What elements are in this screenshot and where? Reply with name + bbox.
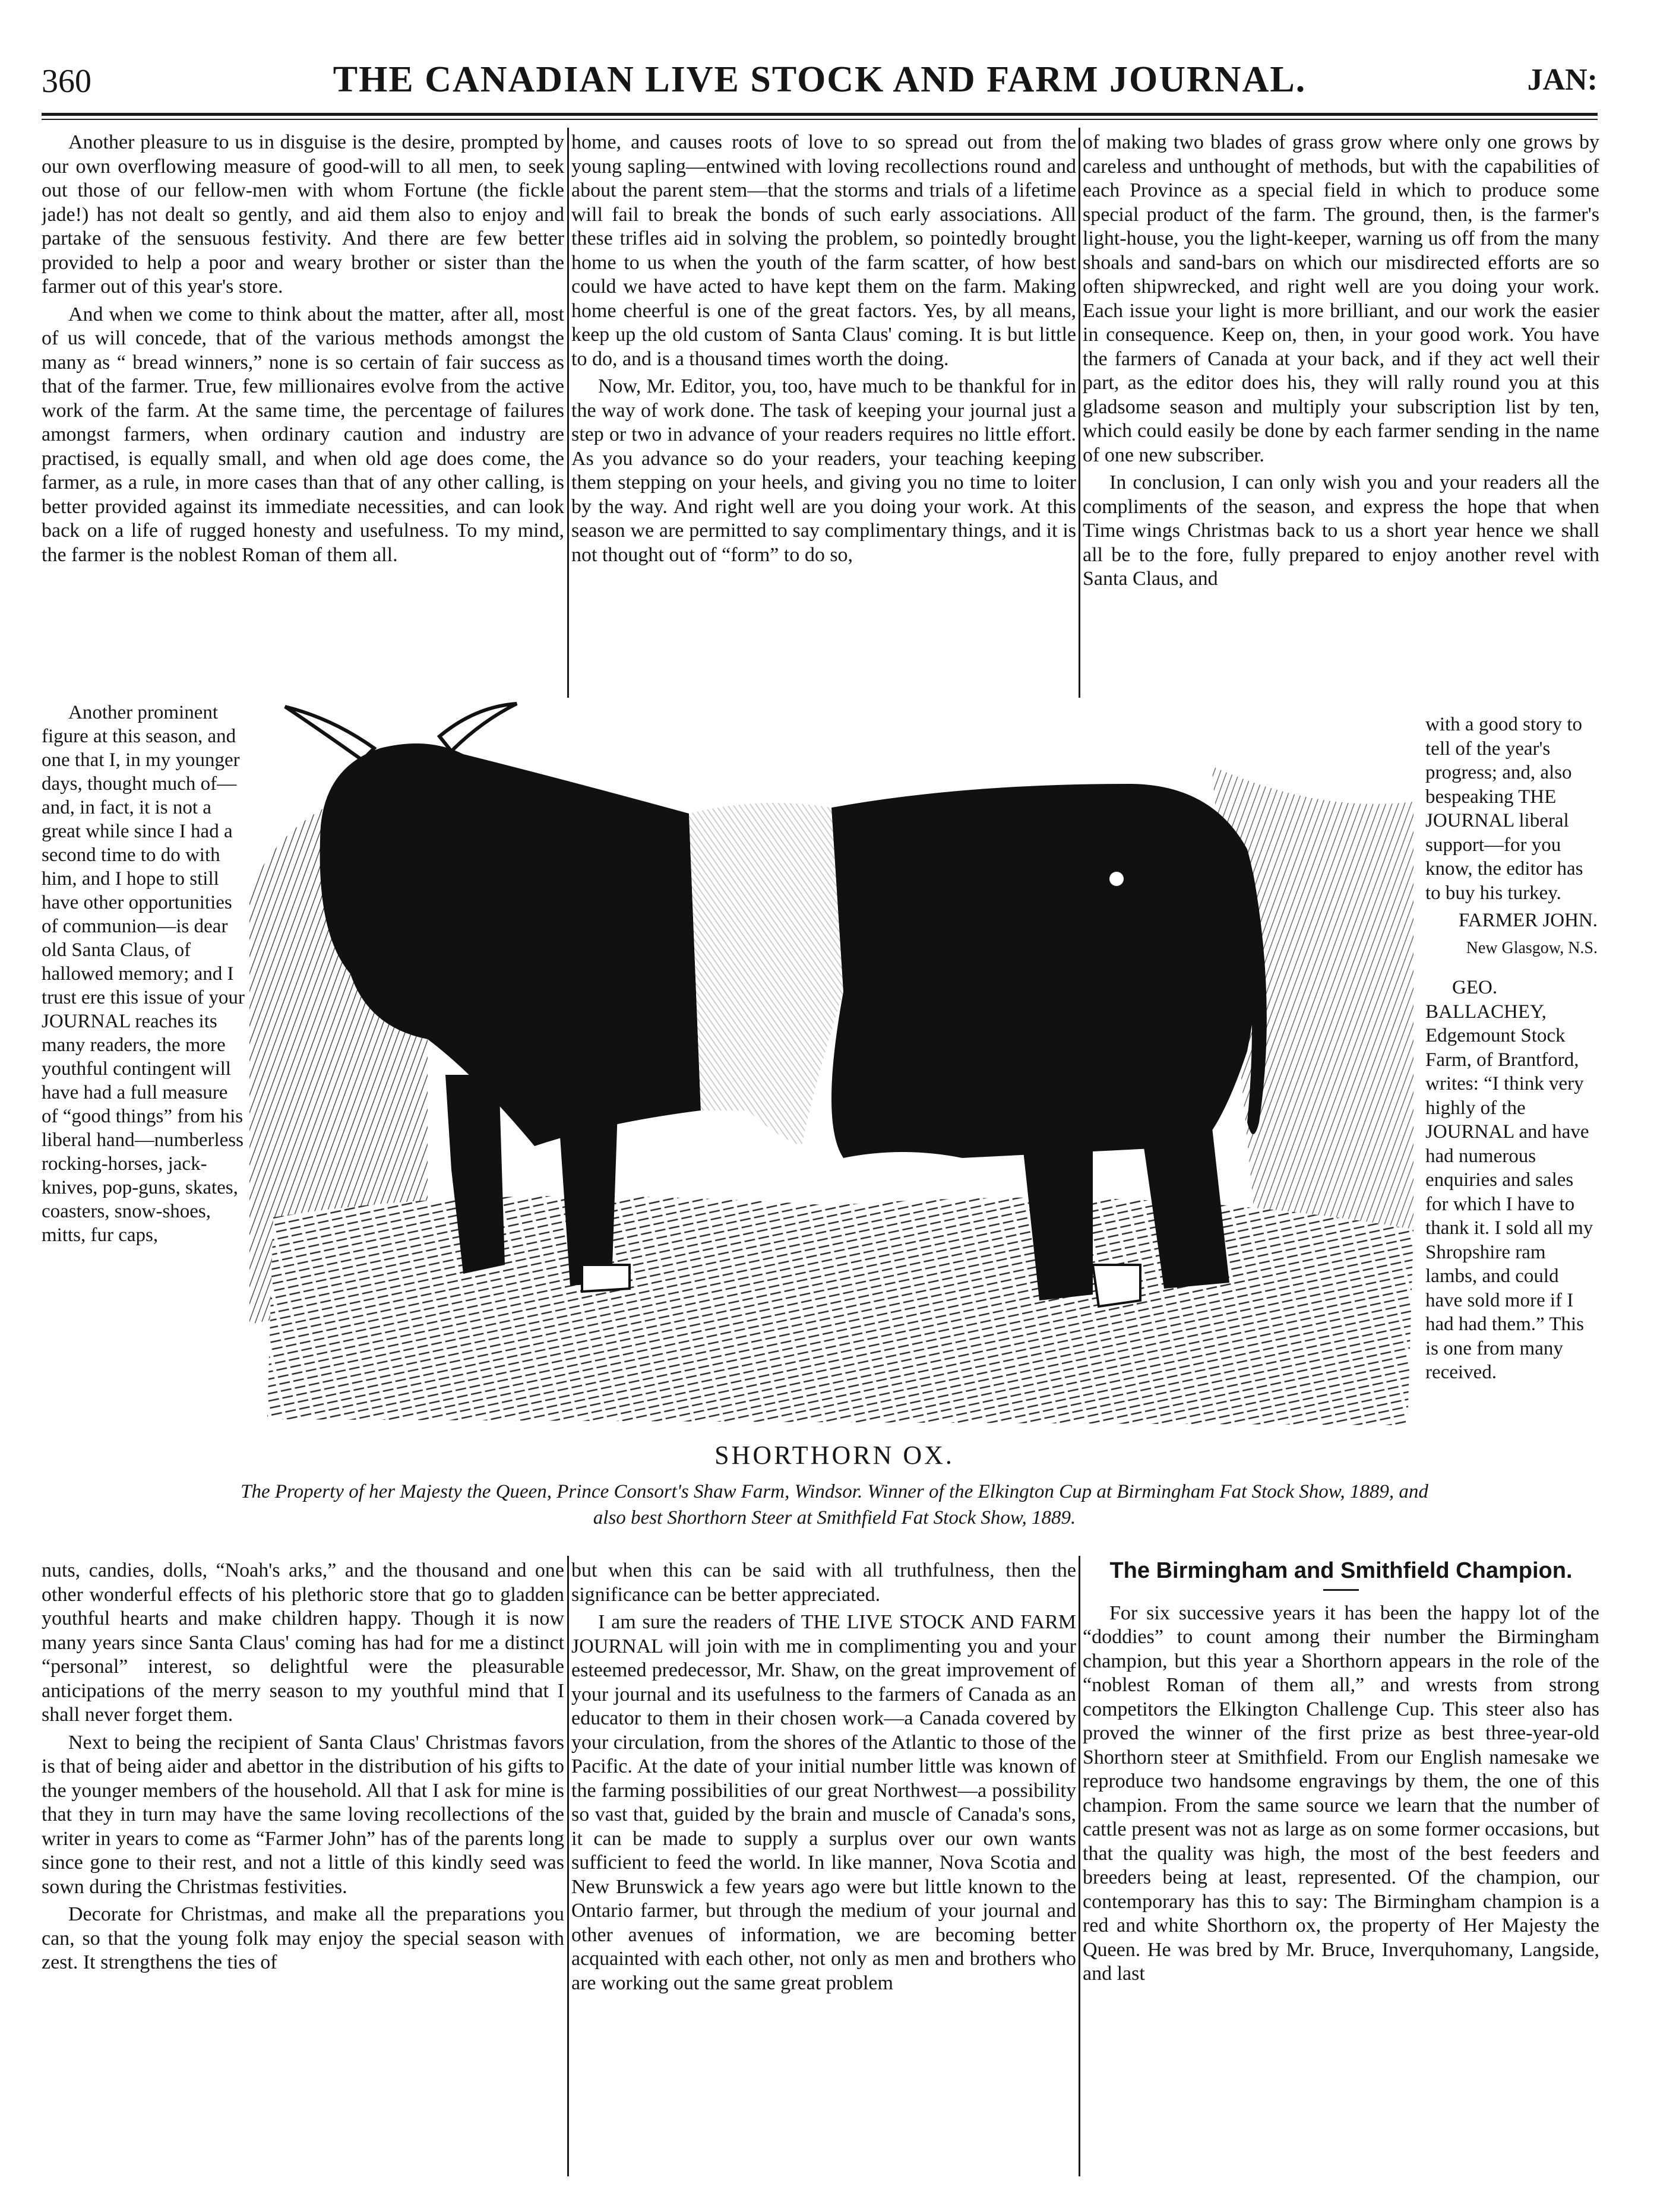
column-divider xyxy=(1079,128,1080,698)
signature: FARMER JOHN. xyxy=(1458,910,1598,931)
journal-title: THE CANADIAN LIVE STOCK AND FARM JOURNAL. xyxy=(333,59,1307,100)
right-wrap-column xyxy=(1425,713,1598,1556)
top-column-3 xyxy=(1083,131,1599,698)
paragraph: Another pleasure to us in disguise is the desire, prompted by our own overflowing measure of good-will to all men, to seek out those of our fellow-men with whom Fortune (the fickle jade!) has not dealt so gently, and aid them also to enjoy and partake of the sensuous festivity. And there are few better provided to help a poor and weary brother or sister than the farmer out of this year's store. xyxy=(42,131,564,298)
column-divider xyxy=(567,128,569,698)
signature-place: New Glasgow, N.S. xyxy=(1466,938,1598,957)
header-rule-thin xyxy=(42,119,1598,120)
top-column-2 xyxy=(571,131,1076,698)
header-rule xyxy=(42,113,1598,116)
column-divider xyxy=(1079,1556,1080,2176)
paragraph: with a good story to tell of the year's progress; and, also bespeaking THE JOURNAL liberal support—for you know, the editor has to buy his turkey. xyxy=(1425,714,1583,904)
letter-paragraph: GEO. BALLACHEY, Edgemount Stock Farm, of Brantford, writes: “I think very highly of the JOURNAL and have had numerous enquiries and sales for which I have to thank it. I sold all my Shropshire ram lambs, and could have sold more if I had had them.” This is one from many received. xyxy=(1425,977,1593,1383)
top-column-1 xyxy=(42,131,564,698)
issue-month: JAN: xyxy=(1527,63,1598,97)
paragraph: nuts, candies, dolls, “Noah's arks,” and the thousand and one other wonderful effects of his plethoric store that go to gladden youthful hearts and make children happy. Though it is now many years since Santa Claus' coming has had for me a distinct “personal” interest, so delightful were the pleasurable anticipations of the merry season to my youthful mind that I shall never forget them. xyxy=(42,1559,564,1726)
paragraph: of making two blades of grass grow where only one grows by careless and unthought of methods, but with the capabilities of each Province as a special field in which to produce some special product of the farm. The ground, then, is the farmer's light-house, you the light-keeper, warning us off from the many shoals and sand-bars on which our misdirected efforts are so often shipwrecked, and right well are you doing your work. Each issue your light is more brilliant, and our work the easier in consequence. Keep on, then, in your good work. You have the farmers of Canada at your back, and if they act well their part, as the editor does his, they will rally round you at this gladsome season and multiply your subscription list by ten, which could easily be done by each farmer sending in the name of one new subscriber. xyxy=(1083,131,1599,466)
bottom-column-1 xyxy=(42,1559,564,2176)
paragraph: Decorate for Christmas, and make all the preparations you can, so that the young folk may enjoy the special season with zest. It strengthens the ties of xyxy=(42,1903,564,1973)
paragraph: Another prominent figure at this season, and one that I, in my younger days, thought much of—and, in fact, it is not a great while since I had a second time to do with him, and I hope to still have other opportunities of communion—is dear old Santa Claus, of hallowed memory; and I trust ere this issue of your JOURNAL reaches its many readers, the more youthful contingent will have had a full measure of “good things” from his liberal hand—numberless rocking-horses, jack-knives, pop-guns, skates, coasters, snow-shoes, mitts, fur caps, xyxy=(42,702,245,1246)
page-header xyxy=(42,56,1598,122)
paragraph: And when we come to think about the matter, after all, most of us will concede, that of the various methods amongst the many as “ bread winners,” none is so certain of fair success as that of the farmer. True, few millionaires evolve from the active work of the farm. At the same time, the percentage of failures amongst farmers, when ordinary caution and industry are practised, is equally small, and when old age does come, the farmer, as a rule, in more cases than that of any other calling, is better provided against its immediate necessities, and can look back on a life of rugged honesty and usefulness. To my mind, the farmer is the noblest Roman of them all. xyxy=(42,303,564,566)
article-heading: The Birmingham and Smithfield Champion. xyxy=(1109,1559,1573,1583)
heading-rule xyxy=(1323,1589,1359,1591)
paragraph: home, and causes roots of love to so spread out from the young sapling—entwined with loving recollections round and about the parent stem—that the storms and trials of a lifetime will fail to break the bonds of such early associations. All these trifles aid in solving the problem, so pointedly brought home to us when the youth of the farm scatter, of how best could we have acted to have kept them on the farm. Making home cheerful is one of the great factors. Yes, by all means, keep up the old custom of Santa Claus' coming. It is but little to do, and is a thousand times worth the doing. xyxy=(571,131,1076,370)
paragraph: I am sure the readers of THE LIVE STOCK AND FARM JOURNAL will join with me in complimenting you and your esteemed predecessor, Mr. Shaw, on the great improvement of your journal and its usefulness to the farmers of Canada as an educator to them in their chosen work—a Canada covered by your circulation, from the shores of the Atlantic to those of the Pacific. At the date of your initial number little was known of the farming possibilities of our great Northwest—a possibility so vast that, guided by the brain and muscle of Canada's sons, it can be made to supply a surplus over our own wants sufficient to feed the world. In like manner, Nova Scotia and New Brunswick a few years ago were but little known to the Ontario farmer, but through the medium of your journal and other avenues of information, we are becoming better acquainted with each other, not only as men and brothers who are working out the same great problem xyxy=(571,1611,1076,1994)
engraving-title: SHORTHORN OX. xyxy=(714,1441,954,1470)
paragraph: but when this can be said with all truthfulness, then the significance can be better appreciated. xyxy=(571,1559,1076,1606)
engraving-caption: The Property of her Majesty the Queen, Prince Consort's Shaw Farm, Windsor. Winner of the Elkington Cup at Birmingham Fat Stock Show, 1889, and also best Shorthorn Steer at Smithfield Fat Stock Show, 1889. xyxy=(241,1481,1428,1529)
paragraph: For six successive years it has been the happy lot of the “doddies” to count among their number the Birmingham champion, but this year a Shorthorn appears in the role of the “noblest Roman of them all,” and wrests from strong competitors the Elkington Challenge Cup. This steer also has proved the winner of the first prize as best three-year-old Shorthorn steer at Smithfield. From our English namesake we reproduce two handsome engravings by them, the one of this champion. From the same source we learn that the number of cattle present was not as large as on some former occasions, but that the quality was high, the most of the best feeders and breeders being at least, represented. Of the champion, our contemporary has this to say: The Birmingham champion is a red and white Shorthorn ox, the property of Her Majesty the Queen. He was bred by Mr. Bruce, Inverquhomany, Langside, and last xyxy=(1083,1602,1599,1985)
bottom-column-2 xyxy=(571,1559,1076,2176)
left-wrap-column xyxy=(42,701,246,1502)
bottom-column-3 xyxy=(1083,1559,1599,2176)
shorthorn-ox-engraving xyxy=(249,695,1419,1431)
column-divider xyxy=(567,1556,569,2176)
paragraph: In conclusion, I can only wish you and your readers all the compliments of the season, and express the hope that when Time wings Christmas back to us a short year hence we shall all be to the fore, fully prepared to enjoy another revel with Santa Claus, and xyxy=(1083,471,1599,590)
paragraph: Next to being the recipient of Santa Claus' Christmas favors is that of being aider and abettor in the distribution of his gifts to the younger members of the household. All that I ask for mine is that they in turn may have the same loving recollections of the writer in years to come as “Farmer John” has of the parents long since gone to their rest, and not a little of this kindly seed was sown during the Christmas festivities. xyxy=(42,1731,564,1898)
page-number: 360 xyxy=(42,63,91,100)
paragraph: Now, Mr. Editor, you, too, have much to be thankful for in the way of work done. The task of keeping your journal just a step or two in advance of your readers requires no little effort. As you advance so do your readers, your teaching keeping them stepping on your heels, and giving you no time to loiter by the way. And right well are you doing your work. At this season we are permitted to say complimentary things, and it is not thought out of “form” to do so, xyxy=(571,375,1076,566)
